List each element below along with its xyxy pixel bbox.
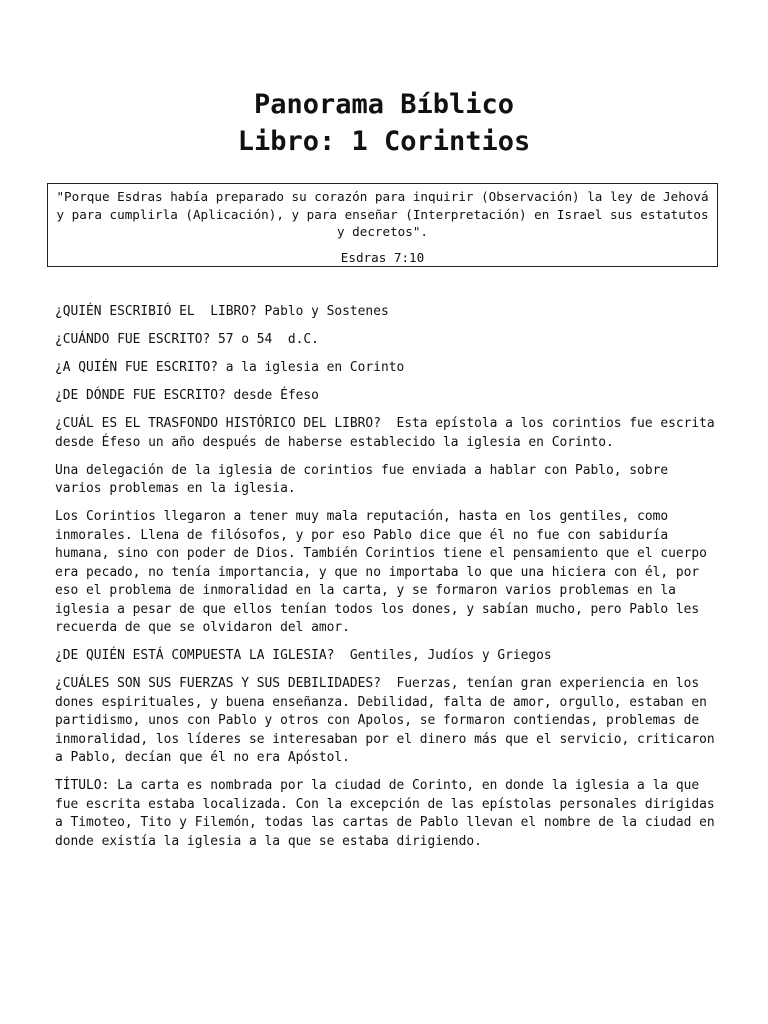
quote-reference: Esdras 7:10 [340,249,425,265]
question-date: ¿CUÁNDO FUE ESCRITO? 57 o 54 d.C. [55,332,319,347]
question-origin: ¿DE DÓNDE FUE ESCRITO? desde Éfeso [55,388,319,403]
question-background: ¿CUÁL ES EL TRASFONDO HISTÓRICO DEL LIBRO? Esta epístola a los corintios fue escrita desde Éfeso un año después de haberse establecido la iglesia en Corinto. [55,416,723,450]
quote-text: "Porque Esdras había preparado su corazón para inquirir (Observación) la ley de Jehová y para cumplirla (Aplicación), y para enseñar (Interpretación) en Israel sus estatutos y decretos". [56,189,709,239]
question-strengths: ¿CUÁLES SON SUS FUERZAS Y SUS DEBILIDADES? Fuerzas, tenían gran experiencia en los dones espirituales, y buena enseñanza. Debilidad, falta de amor, orgullo, estaban en partidismo, unos con Pablo y otros con Apolos, se formaron contiendas, problemas de inmoralidad, los líderes se interesaban por el dinero más que el servicio, criticaron a Pablo, decían que él no era Apóstol. [55,676,723,765]
question-composition: ¿DE QUIÉN ESTÁ COMPUESTA LA IGLESIA? Gentiles, Judíos y Griegos [55,648,552,663]
page-title: Panorama Bíblico [253,89,515,120]
paragraph-reputation: Los Corintios llegaron a tener muy mala reputación, hasta en los gentiles, como inmorales. Llena de filósofos, y por eso Pablo dice que él no fue con sabiduría humana, sino con poder de Dios. También Corintios tiene el pensamiento que el cuerpo era pecado, no tenía importancia, y que no importaba lo que una hiciera con él, por eso el problema de inmoralidad en la carta, y se formaron varios problemas en la iglesia a pesar de que ellos tenían todos los dones, y sabían mucho, pero Pablo les recuerda de que se olvidaron del amor. [55,509,715,635]
question-author: ¿QUIÉN ESCRIBIÓ EL LIBRO? Pablo y Sostenes [55,304,389,319]
document-body [55,303,723,861]
page-subtitle: Libro: 1 Corintios [237,126,531,157]
paragraph-delegation: Una delegación de la iglesia de corintios fue enviada a hablar con Pablo, sobre varios problemas en la iglesia. [55,462,676,496]
quote-box [47,183,718,267]
question-recipient: ¿A QUIÉN FUE ESCRITO? a la iglesia en Corinto [55,360,405,375]
paragraph-title: TÍTULO: La carta es nombrada por la ciudad de Corinto, en donde la iglesia a la que fue escrita estaba localizada. Con la excepción de las epístolas personales dirigidas a Timoteo, Tito y Filemón, todas las cartas de Pablo llevan el nombre de la ciudad en donde existía la iglesia a la que se estaba dirigiendo. [55,778,723,849]
